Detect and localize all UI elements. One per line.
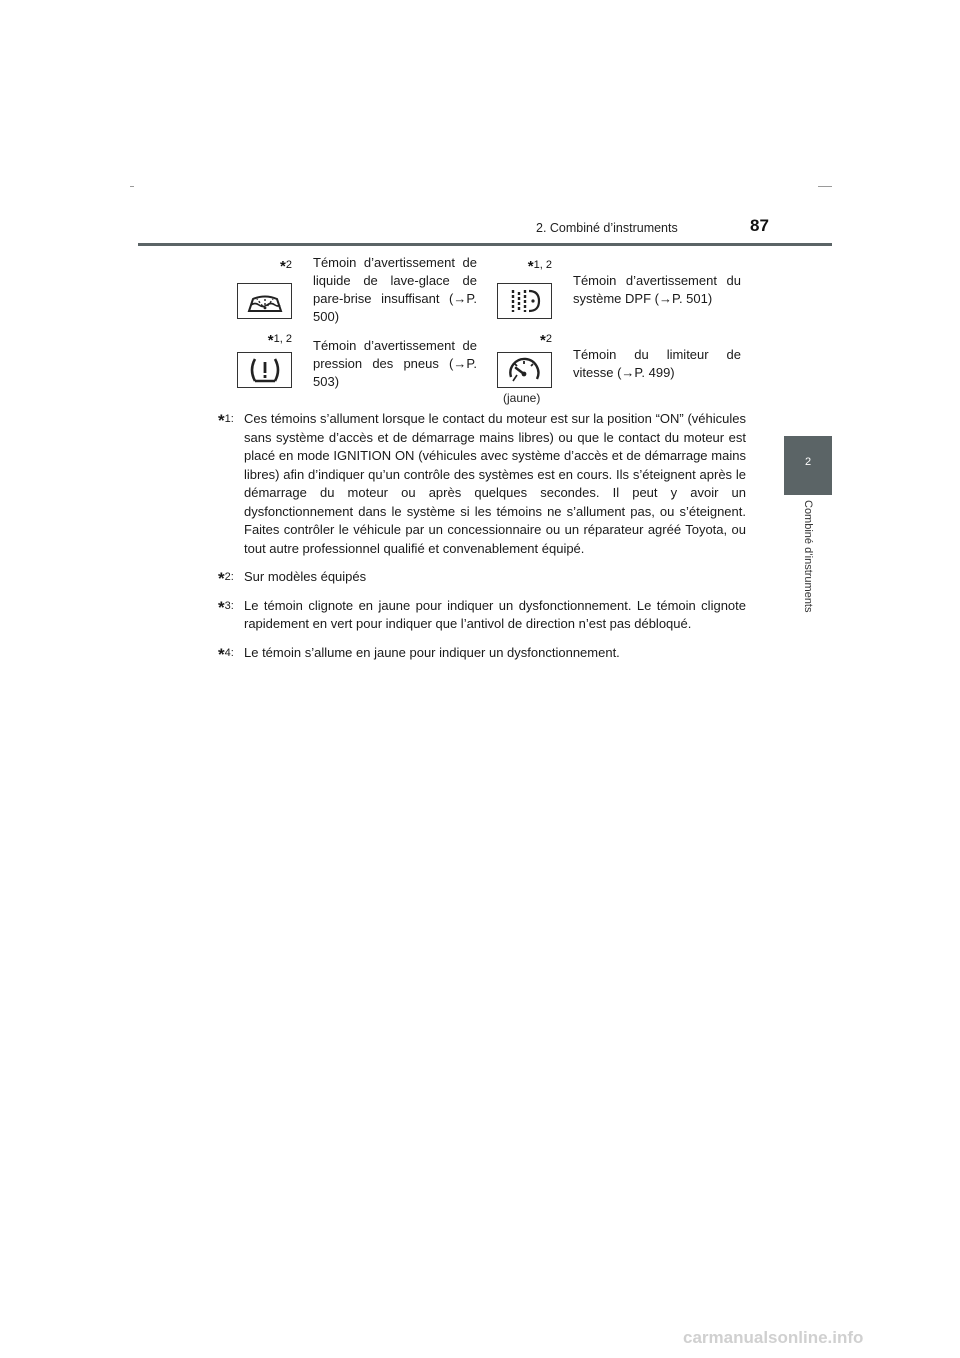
washer-fluid-warning-icon: [245, 287, 285, 315]
chapter-tab-label: Combiné d’instruments: [802, 500, 814, 613]
indicator-description: Témoin d’avertissement du système DPF (→P. 501): [573, 273, 741, 306]
tire-pressure-warning-icon: [245, 355, 285, 385]
chapter-tab-number: 2: [804, 456, 812, 468]
crop-mark-right: [818, 186, 832, 187]
indicator-icon-box: [497, 283, 552, 319]
indicator-description: Témoin du limiteur de vitesse (→P. 499): [573, 347, 741, 380]
footnote-text: Le témoin clignote en jaune pour indiquer un dysfonctionnement. Le témoin clignote rapidement en vert pour indiquer que l’antivol de direction n’est pas débloqué.: [244, 597, 746, 631]
footnote-text: Ces témoins s’allument lorsque le contact du moteur est sur la position “ON” (véhicules sans système d’accès et de démarrage mains libres) ou que le contact du moteur est placé en mode IGNITION ON (véhicules avec système d’accès et de démarrage mains libres) afin d’indiquer qu’un contrôle des systèmes est en cours. Ils s’éteignent après le démarrage du moteur ou après quelques secondes. Il peut y avoir un dysfonctionnement dans le système si les témoins ne s’allument pas, ou s’éteignent. Faites contrôler le véhicule par un concessionnaire ou un réparateur agréé Toyota, ou tout autre professionnel qualifié et convenablement équipé.: [244, 411, 746, 556]
indicator-marker: *2: [540, 332, 552, 349]
footnote: [218, 597, 746, 634]
page-number: 87: [750, 216, 769, 235]
indicator-icon-box: [497, 352, 552, 388]
indicator-marker: *1, 2: [267, 332, 292, 349]
indicator-description: Témoin d’avertissement de pression des pneus (→P. 503): [313, 338, 477, 389]
footnote-marker: *4:: [218, 644, 234, 664]
footnote: [218, 568, 746, 587]
indicator-description: Témoin d’avertissement de liquide de lave-glace de pare-brise insuffisant (→P. 500): [313, 255, 477, 324]
chapter-tab: [784, 436, 832, 495]
crop-mark-left: [130, 186, 134, 187]
footnote-marker: *3:: [218, 597, 234, 617]
dpf-warning-icon: [505, 286, 545, 316]
footnote-text: Sur modèles équipés: [244, 569, 367, 584]
indicator-caption: (jaune): [503, 391, 541, 405]
indicator-icon-box: [237, 352, 292, 388]
watermark: carmanualsonline.info: [683, 1328, 864, 1347]
footnote-marker: *2:: [218, 569, 234, 588]
indicator-icon-box: [237, 283, 292, 319]
footnote-marker: *1:: [218, 411, 234, 430]
header-rule: [138, 243, 832, 246]
footnotes: [218, 410, 746, 672]
footnote: [218, 644, 746, 663]
speed-limiter-icon: [505, 355, 545, 385]
footnote: [218, 410, 746, 558]
indicator-marker: *2: [280, 258, 292, 275]
footnote-text: Le témoin s’allume en jaune pour indiquer un dysfonctionnement.: [244, 644, 620, 660]
header-section-title: 2. Combiné d’instruments: [536, 221, 678, 235]
indicator-marker: *1, 2: [527, 258, 552, 275]
